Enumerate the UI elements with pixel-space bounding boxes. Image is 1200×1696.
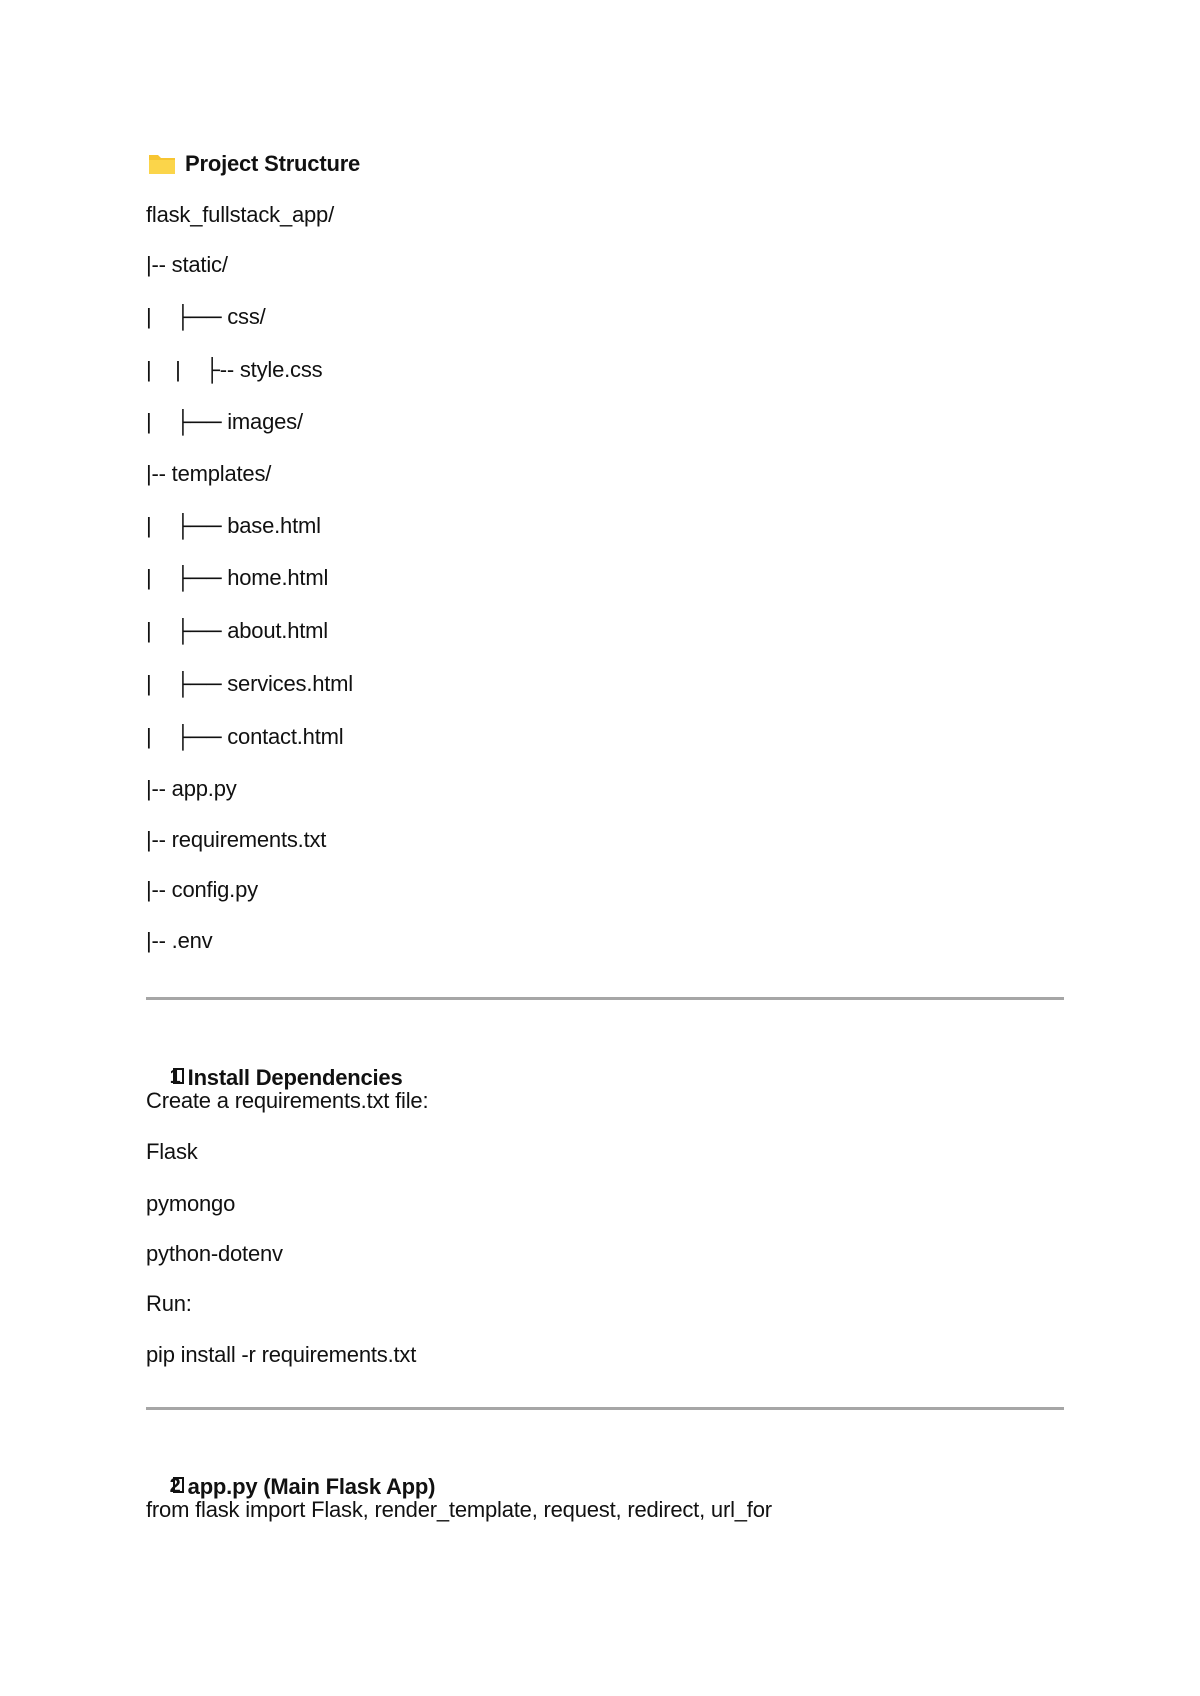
paragraph: pymongo — [146, 1191, 236, 1216]
tree-line: | ├── contact.html — [146, 724, 344, 749]
tree-line: flask_fullstack_app/ — [146, 202, 334, 227]
tree-line: | ├── services.html — [146, 671, 353, 696]
paragraph: python-dotenv — [146, 1241, 283, 1266]
folder-icon — [148, 151, 176, 175]
section-title-project-structure: Project Structure — [185, 151, 361, 176]
tree-line: | ├── about.html — [146, 618, 328, 643]
tree-line: | ├── images/ — [146, 409, 303, 434]
tree-line: | ├── home.html — [146, 565, 329, 590]
tree-line: |-- app.py — [146, 776, 237, 801]
number-box-icon: 2 — [170, 1476, 186, 1496]
tree-line: | | ├-- style.css — [146, 357, 323, 382]
section-title-install-dependencies: 1 Install Dependencies — [169, 1065, 403, 1090]
horizontal-rule — [146, 997, 1064, 1000]
horizontal-rule — [146, 1407, 1064, 1410]
paragraph: pip install -r requirements.txt — [146, 1342, 417, 1367]
number-box-icon: 1 — [170, 1067, 186, 1087]
tree-line: | ├── base.html — [146, 513, 321, 538]
tree-line: |-- config.py — [146, 877, 258, 902]
tree-line: | ├── css/ — [146, 304, 266, 329]
tree-line: |-- requirements.txt — [146, 827, 327, 852]
paragraph: Create a requirements.txt file: — [146, 1088, 429, 1113]
tree-line: |-- static/ — [146, 252, 228, 277]
tree-line: |-- templates/ — [146, 461, 272, 486]
paragraph: from flask import Flask, render_template, request, redirect, url_for — [146, 1497, 772, 1522]
paragraph: Flask — [146, 1139, 198, 1164]
section-title-app-py: 2 app.py (Main Flask App) — [169, 1474, 436, 1499]
tree-line: |-- .env — [146, 928, 213, 953]
paragraph: Run: — [146, 1291, 192, 1316]
